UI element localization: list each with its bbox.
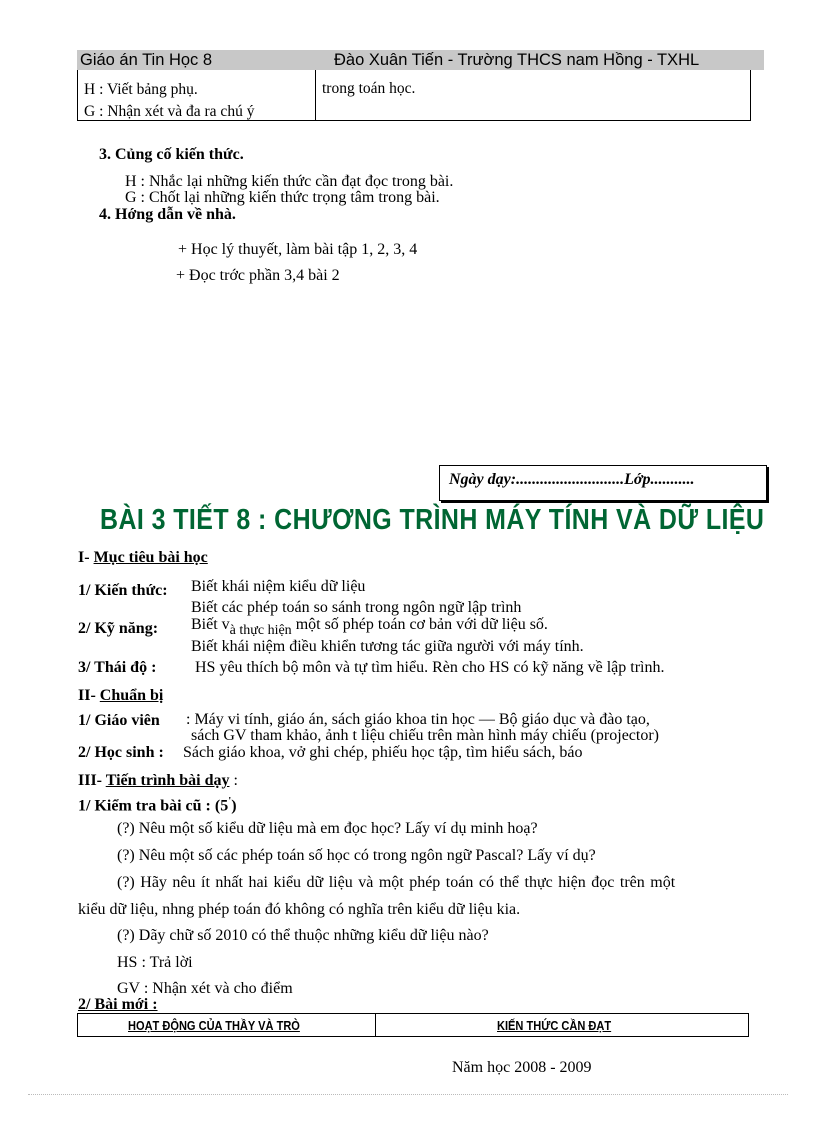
part3-heading xyxy=(78,772,238,790)
skill-line-1-a: Biết v xyxy=(191,616,230,633)
header-right-text: Đào Xuân Tiến - Trường THCS nam Hồng - TXHL xyxy=(334,51,700,69)
section3-line-1: H : Nhắc lại những kiến thức cần đạt đọc trong bài. xyxy=(125,173,454,190)
part1-heading-text: Mục tiêu bài học xyxy=(93,549,208,566)
knowledge-line-1: Biết khái niệm kiểu dữ liệu xyxy=(191,578,366,595)
knowledge-label: 1/ Kiến thức: xyxy=(78,582,168,599)
top-table-right-text: trong toán học. xyxy=(322,80,416,97)
skill-line-1 xyxy=(191,616,548,638)
part1-heading-prefix: I- xyxy=(78,549,94,566)
question-4: (?) Dãy chữ số 2010 có thể thuộc những kiểu dữ liệu nào? xyxy=(117,927,489,944)
teacher-label: 1/ Giáo viên xyxy=(78,712,160,729)
part3-heading-text: Tiến trình bài dạy xyxy=(105,772,230,789)
section4-heading: 4. Hớng dẫn về nhà. xyxy=(99,206,236,223)
section3-heading: 3. Củng cố kiến thức. xyxy=(99,146,244,163)
check-close: ) xyxy=(231,797,237,815)
check-old-lesson xyxy=(78,795,237,815)
skill-line-1-b: à thực hiện xyxy=(229,623,292,638)
skill-line-1-c: một số phép toán cơ bản với dữ liệu số. xyxy=(291,616,548,633)
table-divider xyxy=(315,70,316,120)
student-text: Sách giáo khoa, vở ghi chép, phiếu học tập, tìm hiểu sách, báo xyxy=(183,744,583,761)
table-header-activities: HOẠT ĐỘNG CỦA THẦY VÀ TRÒ xyxy=(128,1018,300,1033)
part3-heading-prefix: III- xyxy=(78,772,106,789)
part2-heading-text: Chuẩn bị xyxy=(99,687,164,704)
teacher-line-2: sách GV tham khảo, ảnh t liệu chiếu trên màn hình máy chiếu (projector) xyxy=(191,727,659,744)
date-box-text: Ngày dạy:...........................Lớp........... xyxy=(449,471,695,488)
question-3: (?) Hãy nêu ít nhất hai kiểu dữ liệu và một phép toán có thể thực hiện đọc trên một xyxy=(117,874,676,891)
footer-school-year: Năm học 2008 - 2009 xyxy=(452,1059,592,1076)
teacher-line-1: : Máy vi tính, giáo án, sách giáo khoa tin học — Bộ giáo dục và đào tạo, xyxy=(186,711,650,728)
attitude-text: HS yêu thích bộ môn và tự tìm hiểu. Rèn cho HS có kỹ năng về lập trình. xyxy=(195,659,665,676)
question-2: (?) Nêu một số các phép toán số học có trong ngôn ngữ Pascal? Lấy ví dụ? xyxy=(117,847,596,864)
student-label: 2/ Học sinh : xyxy=(78,744,164,761)
question-3-continued: kiểu dữ liệu, nhng phép toán đó không có nghĩa trên kiểu dữ liệu kia. xyxy=(78,901,521,918)
skill-line-2: Biết khái niệm điều khiển tương tác giữa người với máy tính. xyxy=(191,638,584,655)
question-1: (?) Nêu một số kiểu dữ liệu mà em đọc học? Lấy ví dụ minh hoạ? xyxy=(117,820,538,837)
lesson-title: BÀI 3 TIẾT 8 : CHƯƠNG TRÌNH MÁY TÍNH VÀ DỮ LIỆU xyxy=(100,504,765,536)
section4-line-1: + Học lý thuyết, làm bài tập 1, 2, 3, 4 xyxy=(178,241,418,258)
part2-heading-prefix: II- xyxy=(78,687,100,704)
check-sup: ' xyxy=(228,795,232,807)
table-header-knowledge: KIẾN THỨC CẦN ĐẠT xyxy=(497,1018,612,1033)
header-left-text: Giáo án Tin Học 8 xyxy=(80,51,213,69)
check-label: 1/ Kiểm tra bài cũ : (5 xyxy=(78,797,229,815)
top-table-left-line-2: G : Nhận xét và đa ra chú ý xyxy=(84,103,255,120)
section3-line-2: G : Chốt lại những kiến thức trọng tâm trong bài. xyxy=(125,189,440,206)
attitude-label: 3/ Thái độ : xyxy=(78,659,157,676)
new-lesson-label: 2/ Bài mới : xyxy=(78,996,158,1013)
activity-table-divider xyxy=(375,1014,376,1036)
section4-line-2: + Đọc trớc phần 3,4 bài 2 xyxy=(176,267,340,284)
hs-answer: HS : Trả lời xyxy=(117,954,193,971)
part3-heading-suffix: : xyxy=(229,772,238,789)
page-bottom-dotted-line xyxy=(28,1094,788,1095)
part2-heading xyxy=(78,687,163,705)
gv-comment: GV : Nhận xét và cho điểm xyxy=(117,980,293,997)
part1-heading xyxy=(78,549,208,567)
knowledge-line-2: Biết các phép toán so sánh trong ngôn ngữ lập trình xyxy=(191,599,522,616)
top-table-left-line-1: H : Viết bảng phụ. xyxy=(84,81,198,98)
skill-label: 2/ Kỹ năng: xyxy=(78,620,159,637)
